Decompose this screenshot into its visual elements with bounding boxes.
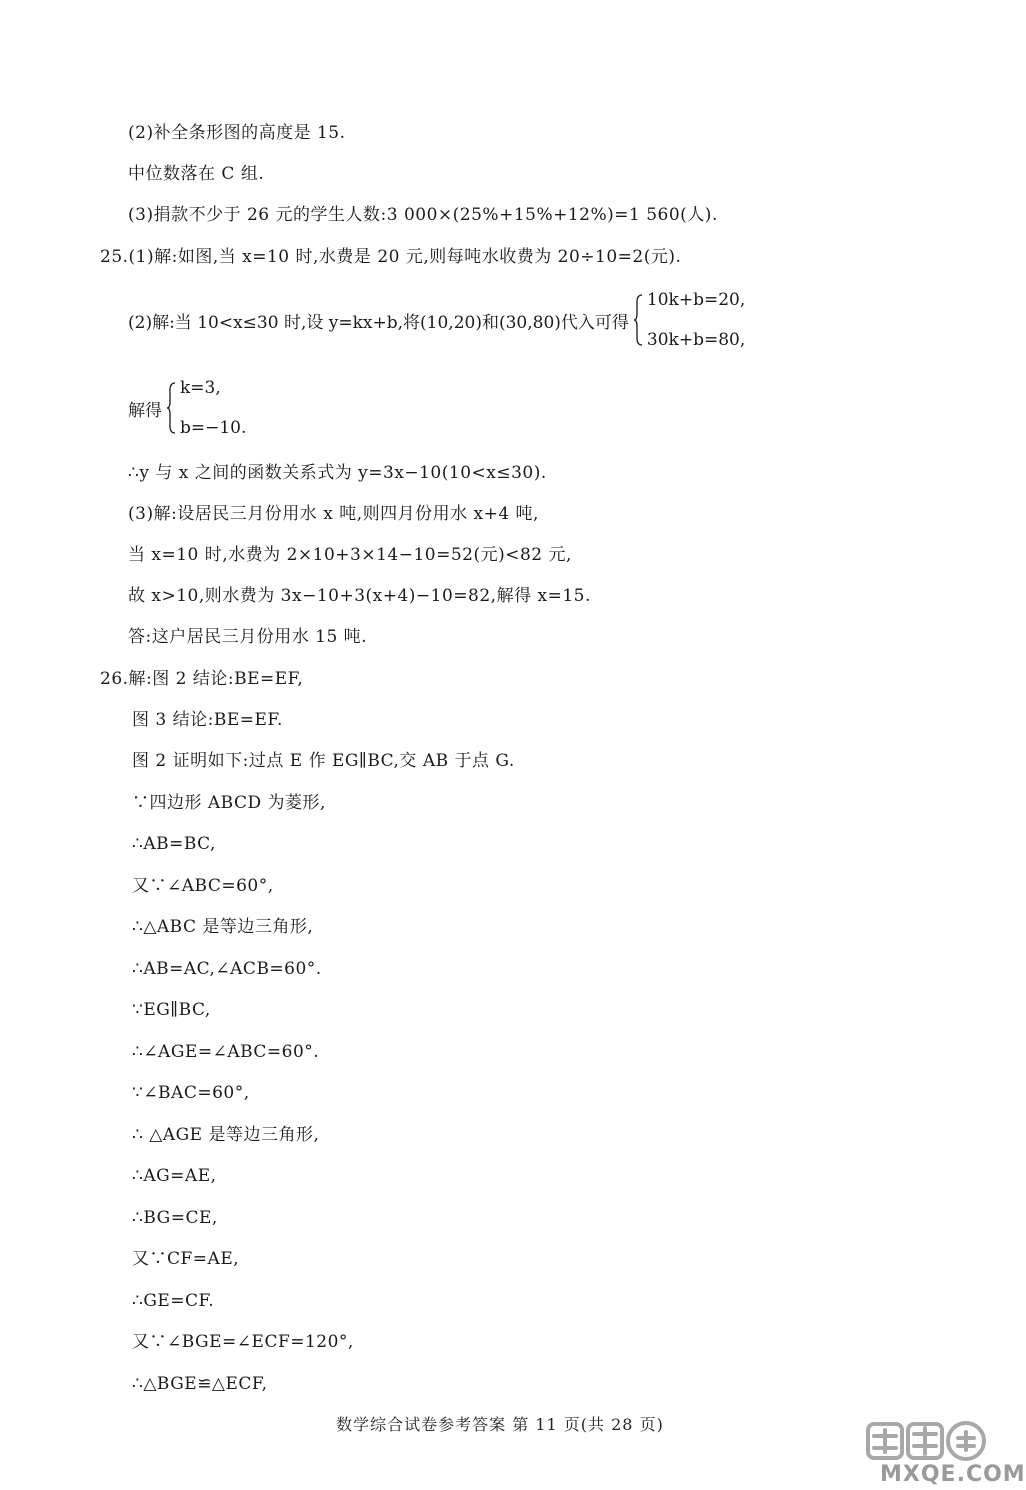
text-line: ∴ △AGE 是等边三角形, — [132, 1125, 320, 1145]
text-line: 图 3 结论:BE=EF. — [132, 710, 283, 730]
equation-1: 10k+b=20, — [646, 290, 746, 310]
equation-1: k=3, — [180, 378, 221, 398]
text-line: ∵EG∥BC, — [132, 1000, 211, 1020]
text-line: 又∵CF=AE, — [132, 1249, 240, 1269]
text-line: (2)补全条形图的高度是 15. — [128, 123, 346, 143]
text-line: 又∵∠ABC=60°, — [132, 876, 274, 896]
text-line: (3)捐款不少于 26 元的学生人数:3 000×(25%+15%+12%)=1 560(人). — [128, 205, 718, 225]
watermark-site: MXQE.COM — [880, 1462, 1026, 1487]
text-line: ∴△ABC 是等边三角形, — [132, 917, 314, 937]
text-line: (3)解:设居民三月份用水 x 吨,则四月份用水 x+4 吨, — [128, 504, 539, 524]
text-line: ∴GE=CF. — [132, 1291, 215, 1311]
system-prefix: 解得 — [128, 400, 162, 421]
system-equations — [647, 290, 745, 350]
equation-2: b=−10. — [180, 418, 247, 438]
page-footer: 数学综合试卷参考答案 第 11 页(共 28 页) — [336, 1415, 664, 1434]
text-line: ∴AG=AE, — [132, 1166, 217, 1186]
text-line: ∴y 与 x 之间的函数关系式为 y=3x−10(10<x≤30). — [128, 463, 547, 483]
text-line: ∴AB=AC,∠ACB=60°. — [132, 959, 322, 979]
brace-icon — [633, 294, 643, 346]
equation-2: 30k+b=80, — [646, 330, 746, 350]
text-line: ∴△BGE≌△ECF, — [132, 1374, 268, 1394]
brace-icon — [166, 382, 176, 434]
text-line: 当 x=10 时,水费为 2×10+3×14−10=52(元)<82 元, — [128, 545, 572, 565]
text-line: 中位数落在 C 组. — [128, 164, 265, 184]
text-line: 25.(1)解:如图,当 x=10 时,水费是 20 元,则每吨水收费为 20÷10=2(元). — [100, 247, 682, 267]
equation-system-1 — [128, 290, 745, 350]
text-line: ∴∠AGE=∠ABC=60°. — [132, 1042, 320, 1062]
system-equations — [180, 378, 246, 438]
text-line: ∵∠BAC=60°, — [132, 1083, 250, 1103]
system-prefix: (2)解:当 10<x≤30 时,设 y=kx+b,将(10,20)和(30,80)代入可得 — [128, 312, 629, 333]
text-line: ∴BG=CE, — [132, 1208, 218, 1228]
text-line: 图 2 证明如下:过点 E 作 EG∥BC,交 AB 于点 G. — [132, 751, 515, 771]
text-line: 又∵∠BGE=∠ECF=120°, — [132, 1332, 354, 1352]
text-line: 答:这户居民三月份用水 15 吨. — [128, 627, 368, 647]
equation-system-2 — [128, 378, 246, 438]
text-line: 26.解:图 2 结论:BE=EF, — [100, 669, 304, 689]
text-line: ∴AB=BC, — [132, 834, 216, 854]
text-line: 故 x>10,则水费为 3x−10+3(x+4)−10=82,解得 x=15. — [128, 586, 591, 606]
text-line: ∵四边形 ABCD 为菱形, — [132, 793, 326, 813]
